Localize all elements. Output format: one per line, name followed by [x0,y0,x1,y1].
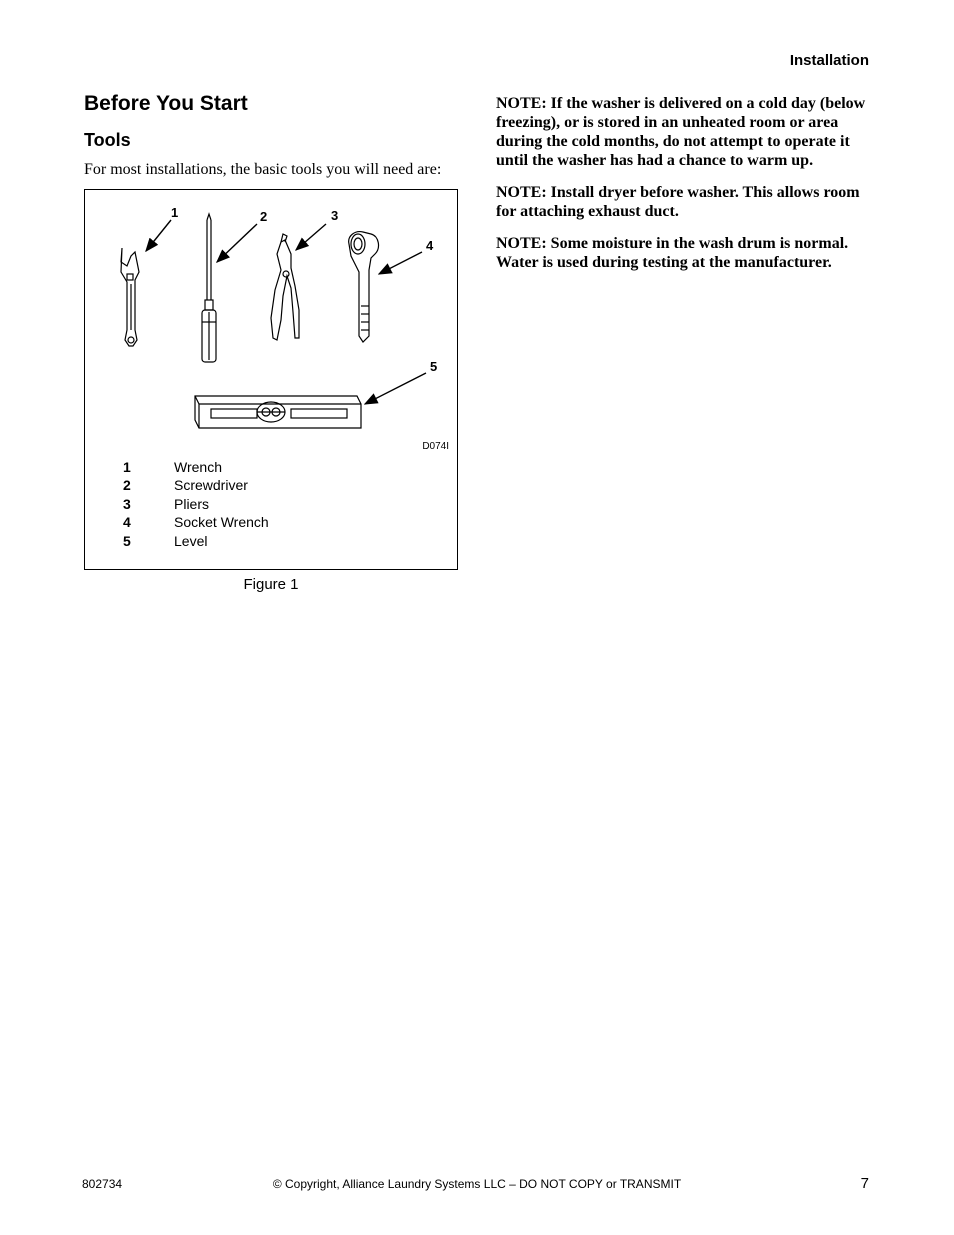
screwdriver-icon [202,214,216,362]
note-cold-delivery: NOTE: If the washer is delivered on a cold day (below freezing), or is stored in an unheated room or area during the cold months, do not attempt to operate it until the washer has had a chance to warm up. [496,95,866,169]
footer-copyright: © Copyright, Alliance Laundry Systems LLC – DO NOT COPY or TRANSMIT [272,1177,682,1191]
callout-number-1: 1 [171,204,179,220]
footer-page-number: 7 [860,1175,869,1192]
level-icon [195,396,361,428]
figure-caption: Figure 1 [243,575,299,593]
figure-id: D074I [422,440,449,452]
socket-wrench-icon [349,231,379,341]
legend-row [123,495,269,514]
tools-legend [123,458,269,551]
footer-doc-number: 802734 [82,1177,123,1191]
legend-number: 4 [123,514,131,531]
note-moisture: NOTE: Some moisture in the wash drum is normal. Water is used during testing at the manufacturer. [496,235,849,271]
legend-row [123,458,269,477]
note-install-dryer-first: NOTE: Install dryer before washer. This allows room for attaching exhaust duct. [496,184,860,220]
header-section-label: Installation [789,52,869,69]
legend-label: Screwdriver [174,477,248,494]
callout-arrow-1 [146,220,171,251]
legend-label: Pliers [174,495,210,512]
callout-number-4: 4 [426,237,434,253]
tools-figure [84,189,458,570]
legend-row [123,532,269,551]
callout-arrow-5 [365,373,426,404]
legend-number: 2 [123,477,131,494]
wrench-icon [121,248,139,346]
legend-label: Wrench [174,458,222,475]
pliers-icon [271,234,299,340]
left-column [84,90,458,593]
page-title: Before You Start [84,92,248,115]
legend-label: Socket Wrench [174,514,269,531]
legend-row [123,476,269,495]
callout-number-5: 5 [430,358,438,374]
callout-arrow-3 [296,224,326,250]
callout-arrow-2 [217,224,257,262]
section-title-tools: Tools [84,130,131,150]
callout-number-2: 2 [260,208,268,224]
right-column [496,94,876,285]
legend-label: Level [174,532,208,549]
legend-number: 3 [123,495,131,512]
legend-row [123,513,269,532]
callout-arrow-4 [379,252,422,274]
intro-paragraph: For most installations, the basic tools you will need are: [84,161,442,178]
legend-number: 5 [123,532,131,549]
legend-number: 1 [123,458,131,475]
callout-number-3: 3 [331,207,339,223]
